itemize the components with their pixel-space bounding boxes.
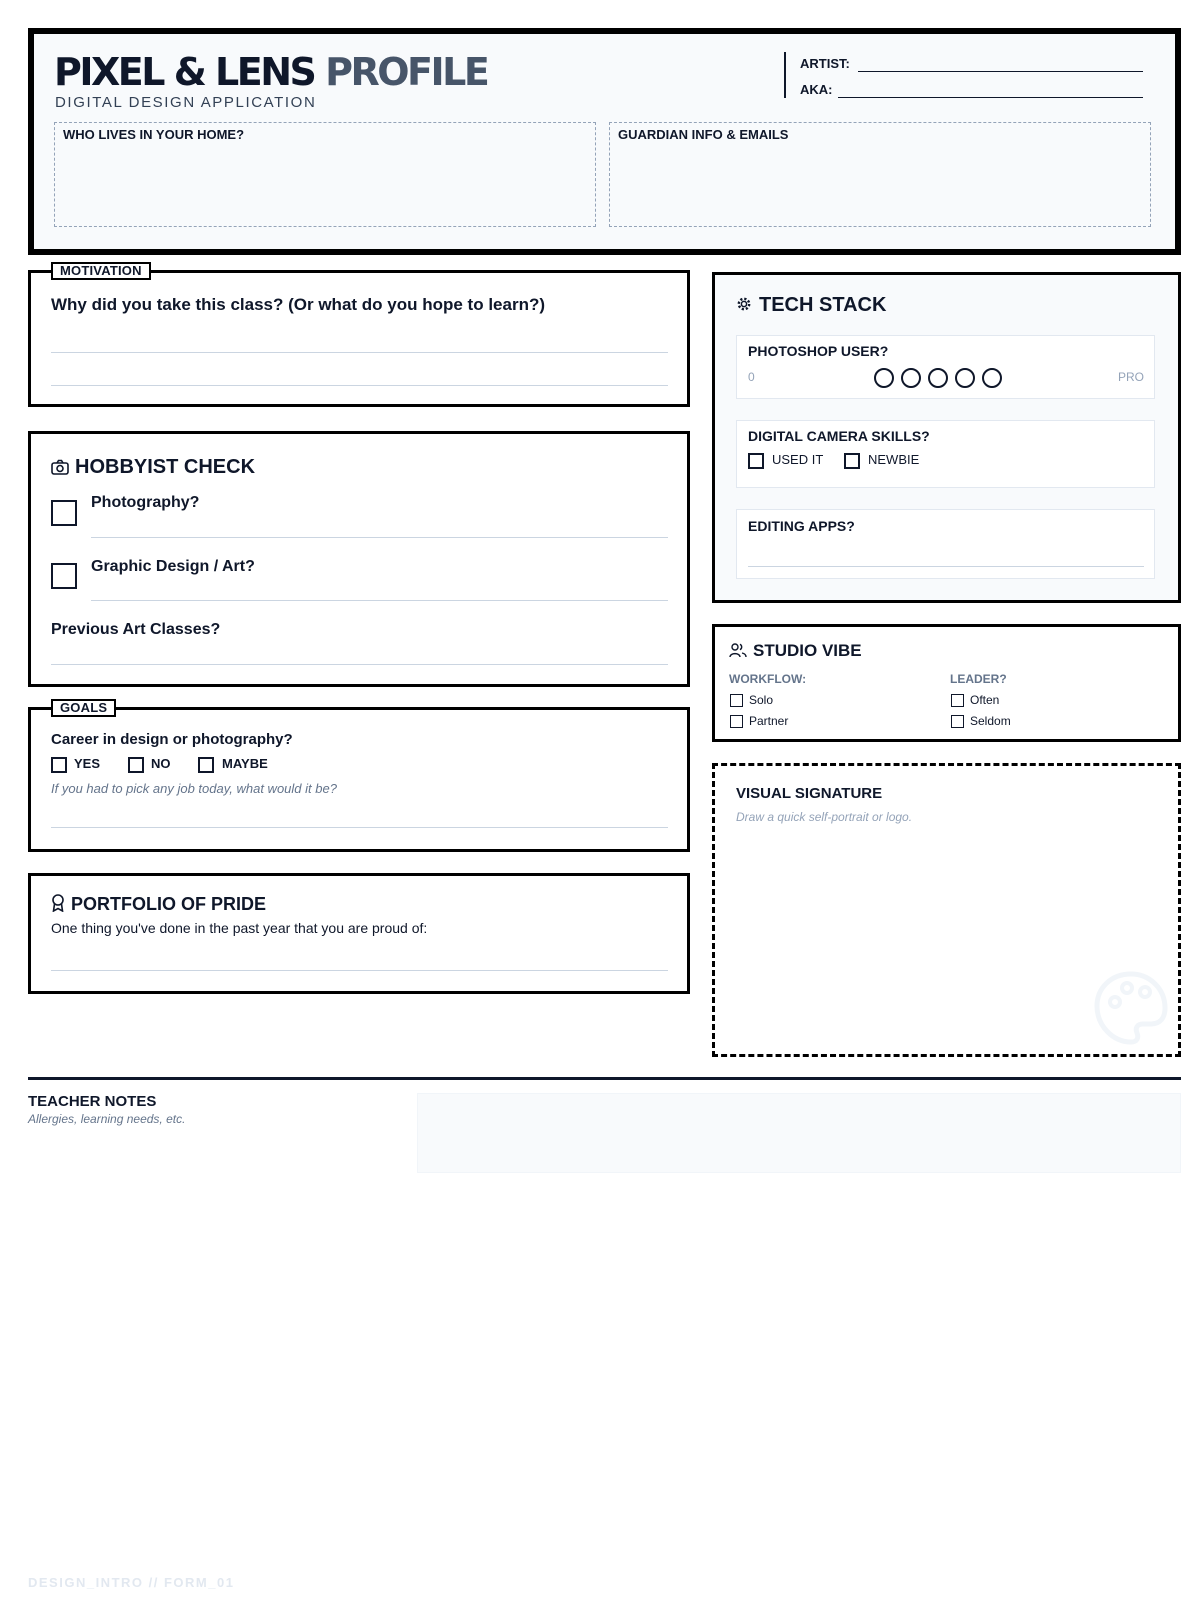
leader-often-label: Often [970,693,1000,707]
workflow-solo-checkbox[interactable] [730,694,743,707]
aka-field[interactable] [838,97,1143,98]
portfolio-section [28,873,690,994]
guardian-label: GUARDIAN INFO & EMAILS [618,127,789,142]
photoshop-rating-2[interactable] [901,368,921,388]
artist-field[interactable] [858,71,1143,72]
workflow-label: WORKFLOW: [729,672,807,686]
photoshop-rating-4[interactable] [955,368,975,388]
hobbyist-section [28,431,690,687]
graphic-design-label: Graphic Design / Art? [91,558,255,575]
motivation-question: Why did you take this class? (Or what do you hope to learn?) [51,295,545,314]
camera-label: DIGITAL CAMERA SKILLS? [748,428,930,444]
photoshop-label: PHOTOSHOP USER? [748,343,889,359]
teacher-notes-hint: Allergies, learning needs, etc. [28,1112,186,1126]
career-question: Career in design or photography? [51,731,293,748]
hobbyist-title-text: HOBBYIST CHECK [75,456,256,478]
motivation-tag: MOTIVATION [51,262,151,280]
leader-seldom-checkbox[interactable] [951,715,964,728]
previous-classes-line[interactable] [51,664,668,665]
leader-label: LEADER? [950,672,1007,686]
career-yes-checkbox[interactable] [51,757,67,773]
goals-tag: GOALS [51,699,116,717]
photoshop-rating-5[interactable] [982,368,1002,388]
camera-card [736,420,1155,488]
portfolio-prompt: One thing you've done in the past year that you are proud of: [51,920,428,936]
guardian-field[interactable] [609,122,1151,227]
studio-vibe-section [712,624,1181,742]
photoshop-card [736,335,1155,399]
header-panel [28,28,1181,255]
visual-signature-section[interactable] [712,763,1181,1057]
photography-checkbox[interactable] [51,500,77,526]
photography-label: Photography? [91,494,200,511]
signature-hint: Draw a quick self-portrait or logo. [736,810,913,824]
users-icon [729,642,747,658]
graphic-design-checkbox[interactable] [51,563,77,589]
tech-stack-section [712,272,1181,603]
workflow-solo-label: Solo [749,693,774,707]
identity-block [784,52,1159,98]
leader-seldom-label: Seldom [970,714,1011,728]
portfolio-line[interactable] [51,970,668,971]
previous-classes-label: Previous Art Classes? [51,621,221,638]
photoshop-min-label: 0 [748,370,755,384]
camera-newbie-checkbox[interactable] [844,453,860,469]
home-field[interactable] [54,122,596,227]
photography-line[interactable] [91,537,668,538]
editing-card [736,509,1155,579]
portfolio-title-text: PORTFOLIO OF PRIDE [71,894,267,914]
title-main: PIXEL & LENS [54,50,315,94]
page-subtitle: DIGITAL DESIGN APPLICATION [55,94,317,111]
photoshop-rating-3[interactable] [928,368,948,388]
graphic-design-line[interactable] [91,600,668,601]
editing-label: EDITING APPS? [748,518,855,534]
camera-icon [51,459,69,475]
camera-newbie-label: NEWBIE [868,452,920,467]
dream-job-hint: If you had to pick any job today, what would it be? [51,781,337,796]
leader-often-checkbox[interactable] [951,694,964,707]
career-maybe-checkbox[interactable] [198,757,214,773]
award-icon [51,894,65,912]
tech-title-text: TECH STACK [759,294,887,316]
motivation-line-1[interactable] [51,352,668,353]
goals-section [28,700,690,852]
artist-label: ARTIST: [800,56,850,71]
teacher-notes-title: TEACHER NOTES [28,1093,157,1110]
form-code: DESIGN_INTRO // FORM_01 [28,1575,235,1590]
workflow-partner-label: Partner [749,714,789,728]
camera-used-it-checkbox[interactable] [748,453,764,469]
signature-title: VISUAL SIGNATURE [736,785,883,802]
studio-title [729,641,862,661]
motivation-line-2[interactable] [51,385,668,386]
gear-icon [735,295,753,313]
editing-line[interactable] [748,566,1144,567]
career-no-checkbox[interactable] [128,757,144,773]
career-yes-label: YES [74,756,101,771]
workflow-partner-checkbox[interactable] [730,715,743,728]
photoshop-max-label: PRO [1117,370,1144,384]
title-accent: PROFILE [325,50,488,94]
dream-job-line[interactable] [51,827,668,828]
motivation-section [28,263,690,407]
studio-title-text: STUDIO VIBE [753,641,862,660]
career-no-label: NO [151,756,171,771]
portfolio-title [51,894,266,915]
camera-used-it-label: USED IT [772,452,824,467]
teacher-divider [28,1077,1181,1080]
career-maybe-label: MAYBE [222,756,268,771]
teacher-notes-area[interactable] [417,1093,1181,1173]
home-label: WHO LIVES IN YOUR HOME? [63,127,245,142]
aka-label: AKA: [800,82,833,97]
palette-icon [1093,970,1169,1046]
page-title [54,50,487,94]
hobbyist-title [51,456,255,479]
photoshop-rating-1[interactable] [874,368,894,388]
tech-title [735,294,886,317]
